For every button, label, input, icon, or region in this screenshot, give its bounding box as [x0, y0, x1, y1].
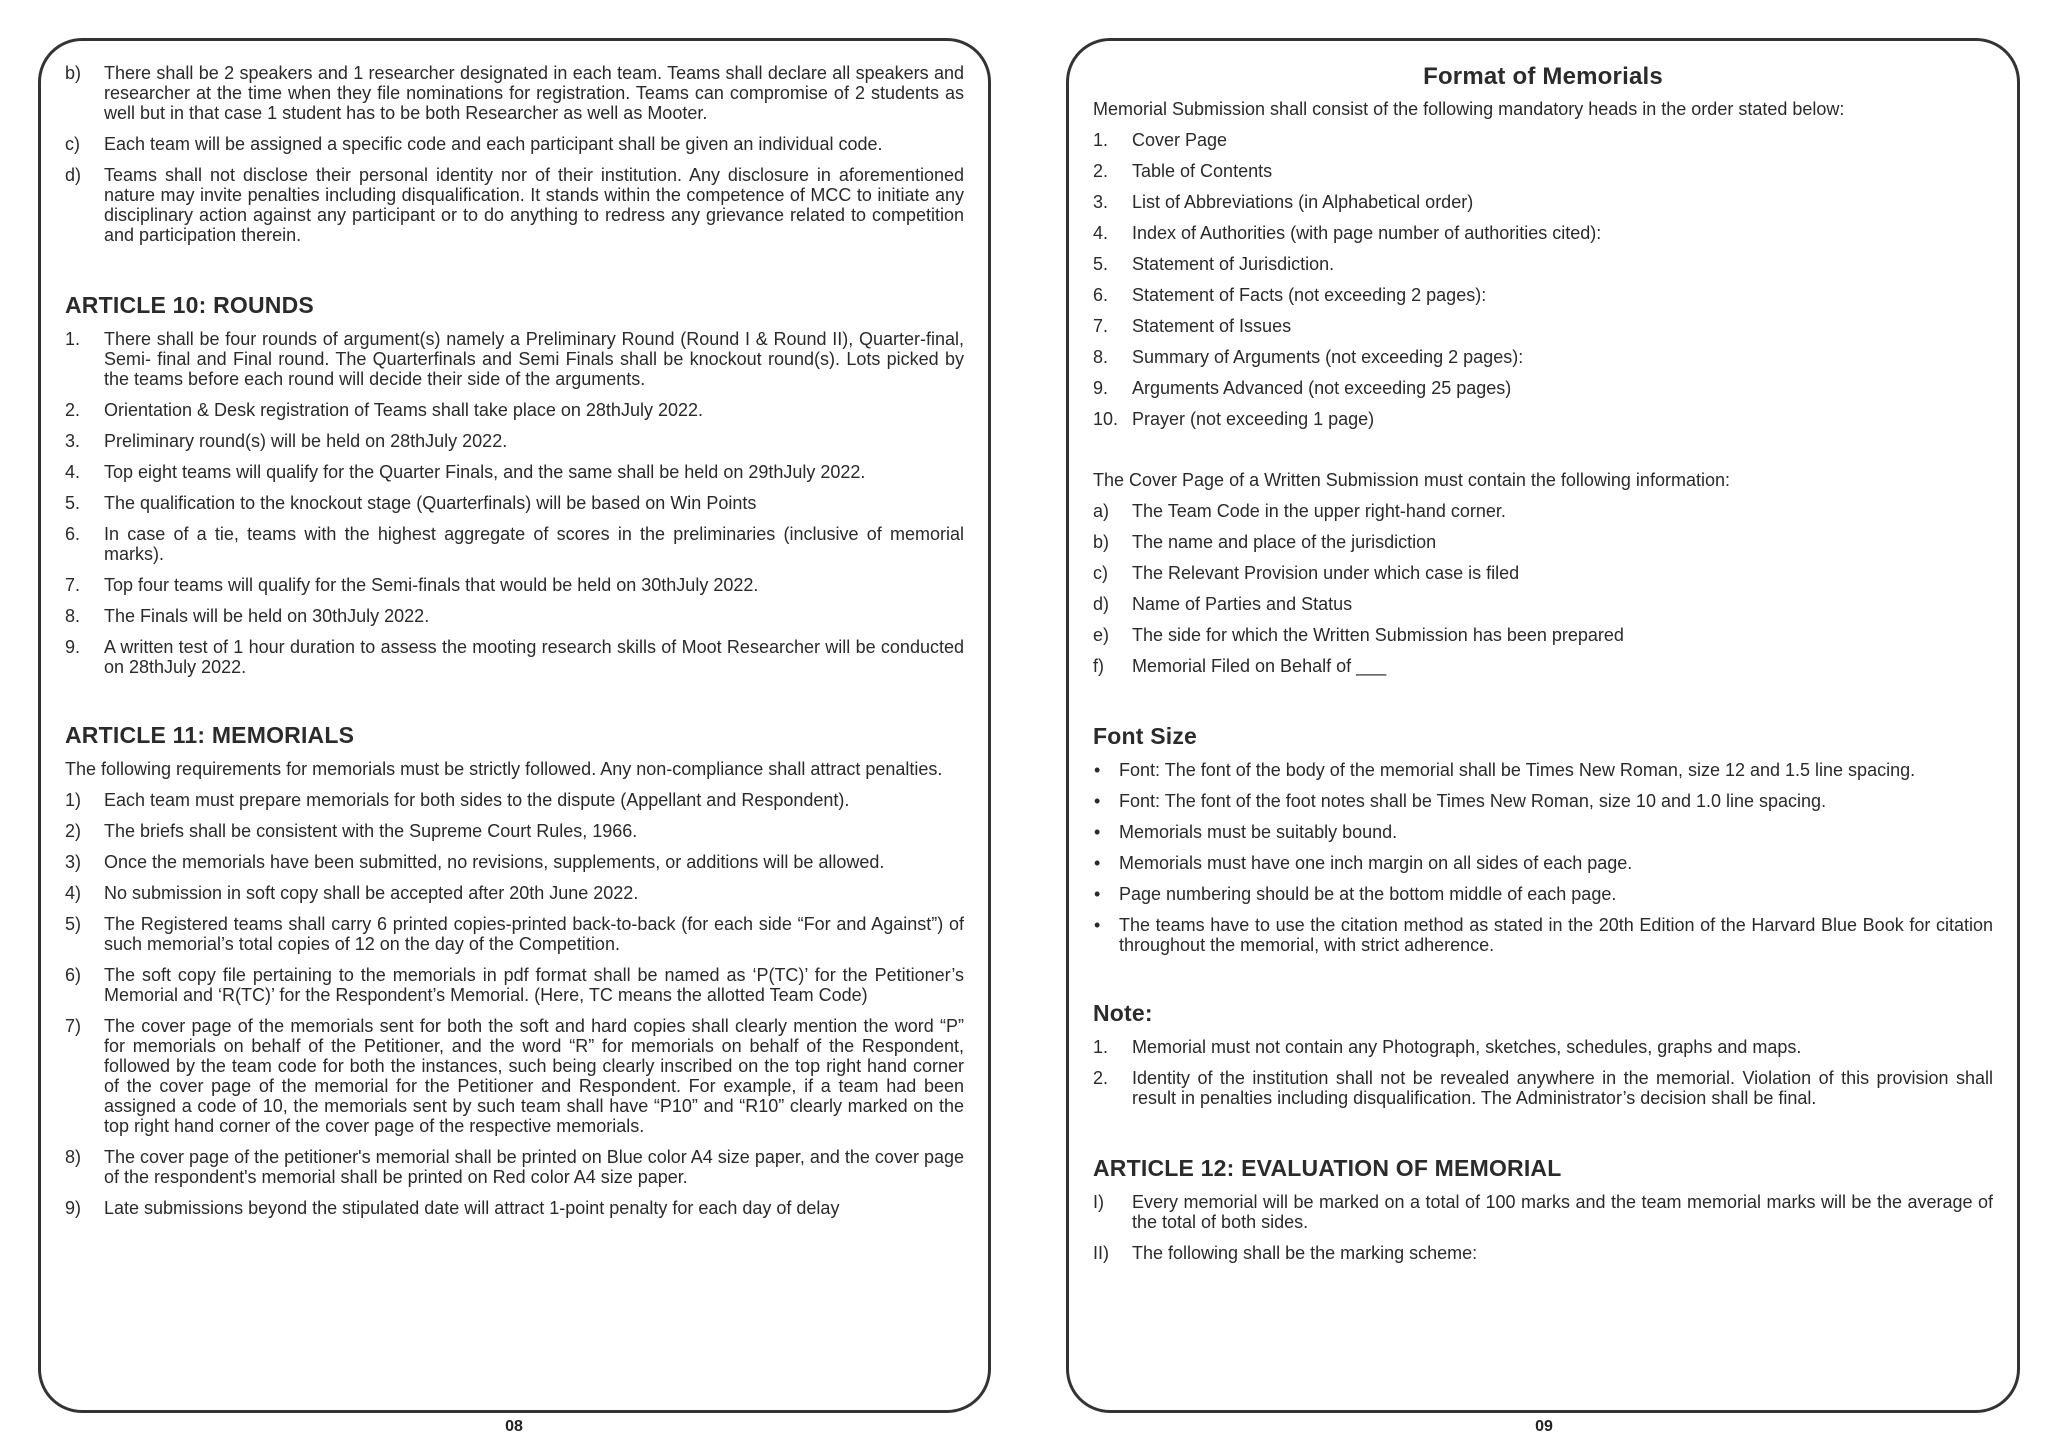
list-marker: c) — [65, 134, 80, 154]
list-text: List of Abbreviations (in Alphabetical order) — [1132, 192, 1474, 212]
list-item — [1093, 161, 1993, 181]
list-item — [1093, 254, 1993, 274]
list-item — [65, 821, 964, 841]
list-text: Page numbering should be at the bottom middle of each page. — [1119, 884, 1617, 904]
list-marker: 6. — [65, 524, 81, 544]
list-item — [65, 431, 964, 451]
memorials-intro: The following requirements for memorials must be strictly followed. Any non-compliance shall attract penalties. — [65, 759, 943, 779]
list-item — [1093, 594, 1993, 614]
list-marker: 10. — [1093, 409, 1119, 429]
list-marker: 1. — [65, 329, 81, 349]
list-marker: 8. — [1093, 347, 1109, 367]
note-heading: Note: — [1093, 1000, 1153, 1026]
list-item — [1093, 915, 1993, 955]
evaluation-list — [1093, 1192, 1993, 1263]
list-text: Statement of Facts (not exceeding 2 pages): — [1132, 285, 1487, 305]
list-text: Top eight teams will qualify for the Quarter Finals, and the same shall be held on 29thJuly 2022. — [104, 462, 866, 482]
list-text: Statement of Jurisdiction. — [1132, 254, 1335, 274]
list-text: The Relevant Provision under which case is filed — [1132, 563, 1520, 583]
list-item — [65, 462, 964, 482]
list-text: Cover Page — [1132, 130, 1228, 150]
list-marker: 8. — [65, 606, 81, 626]
list-marker: • — [1094, 915, 1101, 935]
list-marker: 2. — [65, 400, 81, 420]
list-marker: 8) — [65, 1147, 82, 1167]
list-marker: 2) — [65, 821, 82, 841]
list-text: Memorial Filed on Behalf of ___ — [1132, 656, 1387, 676]
list-text: Memorial must not contain any Photograph, sketches, schedules, graphs and maps. — [1132, 1037, 1802, 1057]
list-text: The briefs shall be consistent with the Supreme Court Rules, 1966. — [104, 821, 638, 841]
list-text: The soft copy file pertaining to the memorials in pdf format shall be named as ‘P(TC)’ for the Petitioner’s Memorial and ‘R(TC)’ for the Respondent’s Memorial. (Here, TC means the allotted Team Code) — [104, 965, 964, 1005]
list-marker: 5. — [65, 493, 81, 513]
list-marker: I) — [1093, 1192, 1104, 1212]
list-item — [65, 1198, 964, 1218]
list-text: Teams shall not disclose their personal identity nor of their institution. Any disclosure in aforementioned nature may invite penalties including disqualification. It stands within the competence of MCC to initiate any disciplinary action against any participant or to do anything to redress any grievance related to competition and participation therein. — [104, 165, 964, 245]
list-text: The following shall be the marking scheme: — [1132, 1243, 1478, 1263]
list-marker: 3. — [1093, 192, 1109, 212]
list-text: Each team will be assigned a specific code and each participant shall be given an individual code. — [104, 134, 883, 154]
list-item — [1093, 409, 1993, 429]
list-text: Statement of Issues — [1132, 316, 1292, 336]
list-item — [1093, 285, 1993, 305]
list-marker: • — [1094, 760, 1101, 780]
list-text: Each team must prepare memorials for both sides to the dispute (Appellant and Respondent). — [104, 790, 850, 810]
list-item — [1093, 532, 1993, 552]
list-item — [1093, 1068, 1993, 1108]
list-item — [65, 883, 964, 903]
list-item — [1093, 378, 1993, 398]
list-text: The cover page of the memorials sent for both the soft and hard copies shall clearly mention the word “P” for memorials on behalf of the Petitioner, and the word “R” for memorials on behalf of the Respondent, followed by the team code for both the instances, such being clearly inscribed on the top right hand corner of the cover page of the memorial for the Petitioner and Respondent. For example, if a team had been assigned a code of 10, the memorials sent by such team shall have “P10” and “R10” clearly marked on the top right hand corner of the cover page of the respective memorials. — [104, 1016, 964, 1136]
list-marker: 6. — [1093, 285, 1109, 305]
list-item — [65, 790, 964, 810]
list-item — [1093, 316, 1993, 336]
note-list — [1093, 1037, 1993, 1108]
list-marker: b) — [1093, 532, 1110, 552]
list-marker: 7. — [65, 575, 81, 595]
list-item — [65, 606, 964, 626]
list-marker: 7) — [65, 1016, 82, 1036]
list-text: Font: The font of the body of the memorial shall be Times New Roman, size 12 and 1.5 line spacing. — [1119, 760, 1916, 780]
list-item — [1093, 625, 1993, 645]
article-12-heading: ARTICLE 12: EVALUATION OF MEMORIAL — [1093, 1155, 1562, 1181]
list-item — [1093, 563, 1993, 583]
list-item — [1093, 1037, 1993, 1057]
list-marker: 2. — [1093, 1068, 1109, 1088]
list-marker: d) — [1093, 594, 1110, 614]
list-marker: 1) — [65, 790, 82, 810]
list-item — [1093, 192, 1993, 212]
list-text: There shall be 2 speakers and 1 researcher designated in each team. Teams shall declare all speakers and researcher at the time when they file nominations for registration. Teams can compromise of 2 students as well but in that case 1 student has to be both Researcher as well as Mooter. — [104, 63, 964, 123]
list-item — [1093, 130, 1993, 150]
list-text: Identity of the institution shall not be revealed anywhere in the memorial. Violation of this provision shall result in penalties including disqualification. The Administrator’s decision shall be final. — [1132, 1068, 1993, 1108]
list-item — [65, 575, 964, 595]
list-text: Memorials must be suitably bound. — [1119, 822, 1398, 842]
list-marker: 1. — [1093, 130, 1109, 150]
list-item — [1093, 853, 1993, 873]
list-marker: 4) — [65, 883, 82, 903]
list-marker: e) — [1093, 625, 1110, 645]
list-item — [65, 165, 964, 245]
list-text: Preliminary round(s) will be held on 28thJuly 2022. — [104, 431, 508, 451]
list-marker: 4. — [1093, 223, 1109, 243]
list-marker: b) — [65, 63, 82, 83]
cover-list — [1093, 501, 1993, 676]
memorials-list — [65, 790, 964, 1218]
list-marker: 7. — [1093, 316, 1109, 336]
list-marker: 9. — [1093, 378, 1109, 398]
list-marker: c) — [1093, 563, 1108, 583]
font-size-list — [1093, 760, 1993, 955]
list-item — [1093, 822, 1993, 842]
list-marker: 3. — [65, 431, 81, 451]
list-text: The teams have to use the citation method as stated in the 20th Edition of the Harvard Blue Book for citation throughout the memorial, with strict adherence. — [1119, 915, 1993, 955]
list-item — [65, 637, 964, 677]
list-item — [1093, 501, 1993, 521]
format-intro: Memorial Submission shall consist of the following mandatory heads in the order stated below: — [1093, 99, 1845, 119]
list-text: The Finals will be held on 30thJuly 2022. — [104, 606, 430, 626]
list-item — [1093, 347, 1993, 367]
list-text: In case of a tie, teams with the highest aggregate of scores in the preliminaries (inclusive of memorial marks). — [104, 524, 964, 564]
page-number-right: 09 — [1535, 1418, 1553, 1435]
list-item — [1093, 760, 1993, 780]
article-11-heading: ARTICLE 11: MEMORIALS — [65, 722, 355, 748]
list-text: Font: The font of the foot notes shall be Times New Roman, size 10 and 1.0 line spacing. — [1119, 791, 1827, 811]
list-marker: • — [1094, 822, 1101, 842]
font-size-heading: Font Size — [1093, 723, 1198, 749]
page-right — [1066, 38, 2020, 1413]
list-text: There shall be four rounds of argument(s) namely a Preliminary Round (Round I & Round II), Quarter-final, Semi- final and Final round. The Quarterfinals and Semi Finals shall be knockout round(s). Lots picked by the teams before each round will decide their side of the arguments. — [104, 329, 964, 389]
list-item — [1093, 223, 1993, 243]
list-marker: 5. — [1093, 254, 1109, 274]
list-text: Once the memorials have been submitted, no revisions, supplements, or additions will be allowed. — [104, 852, 885, 872]
list-text: A written test of 1 hour duration to assess the mooting research skills of Moot Researcher will be conducted on 28thJuly 2022. — [104, 637, 964, 677]
list-text: Orientation & Desk registration of Teams shall take place on 28thJuly 2022. — [104, 400, 704, 420]
list-text: Memorials must have one inch margin on all sides of each page. — [1119, 853, 1633, 873]
list-marker: • — [1094, 791, 1101, 811]
list-item — [65, 134, 964, 154]
list-marker: 9) — [65, 1198, 82, 1218]
list-item — [65, 1016, 964, 1136]
cover-intro: The Cover Page of a Written Submission must contain the following information: — [1093, 470, 1730, 490]
list-marker: 5) — [65, 914, 82, 934]
list-marker: 6) — [65, 965, 82, 985]
list-text: Name of Parties and Status — [1132, 594, 1353, 614]
format-heading: Format of Memorials — [1423, 63, 1663, 90]
list-text: Every memorial will be marked on a total of 100 marks and the team memorial marks will be the average of the total of both sides. — [1132, 1192, 1993, 1232]
list-text: Top four teams will qualify for the Semi-finals that would be held on 30thJuly 2022. — [104, 575, 759, 595]
list-text: The name and place of the jurisdiction — [1132, 532, 1437, 552]
list-text: The Registered teams shall carry 6 printed copies-printed back-to-back (for each side “For and Against”) of such memorial’s total copies of 12 on the day of the Competition. — [104, 914, 964, 954]
list-item — [65, 524, 964, 564]
list-text: Summary of Arguments (not exceeding 2 pages): — [1132, 347, 1524, 367]
list-item — [1093, 656, 1993, 676]
list-item — [65, 329, 964, 389]
intro-list — [65, 63, 964, 245]
list-marker: 3) — [65, 852, 82, 872]
list-text: No submission in soft copy shall be accepted after 20th June 2022. — [104, 883, 639, 903]
list-item — [1093, 791, 1993, 811]
list-item — [65, 63, 964, 123]
list-text: The cover page of the petitioner's memorial shall be printed on Blue color A4 size paper, and the cover page of the respondent's memorial shall be printed on Red color A4 size paper. — [104, 1147, 964, 1187]
list-marker: • — [1094, 853, 1101, 873]
list-marker: a) — [1093, 501, 1110, 521]
list-marker: 2. — [1093, 161, 1109, 181]
page-left — [38, 38, 991, 1413]
list-text: Index of Authorities (with page number of authorities cited): — [1132, 223, 1602, 243]
list-marker: f) — [1093, 656, 1104, 676]
list-marker: 1. — [1093, 1037, 1109, 1057]
format-list — [1093, 130, 1993, 429]
list-text: Prayer (not exceeding 1 page) — [1132, 409, 1375, 429]
rounds-list — [65, 329, 964, 677]
list-text: Arguments Advanced (not exceeding 25 pages) — [1132, 378, 1512, 398]
list-item — [65, 1147, 964, 1187]
list-text: The side for which the Written Submission has been prepared — [1132, 625, 1624, 645]
list-item — [65, 914, 964, 954]
list-item — [1093, 1192, 1993, 1232]
list-item — [65, 493, 964, 513]
list-text: Table of Contents — [1132, 161, 1273, 181]
list-item — [65, 400, 964, 420]
list-text: The Team Code in the upper right-hand corner. — [1132, 501, 1506, 521]
list-marker: • — [1094, 884, 1101, 904]
list-text: The qualification to the knockout stage (Quarterfinals) will be based on Win Points — [104, 493, 757, 513]
list-item — [65, 852, 964, 872]
list-text: Late submissions beyond the stipulated date will attract 1-point penalty for each day of delay — [104, 1198, 840, 1218]
list-item — [65, 965, 964, 1005]
list-item — [1093, 1243, 1993, 1263]
article-10-heading: ARTICLE 10: ROUNDS — [65, 292, 314, 318]
list-marker: 9. — [65, 637, 81, 657]
list-marker: d) — [65, 165, 82, 185]
list-item — [1093, 884, 1993, 904]
list-marker: II) — [1093, 1243, 1109, 1263]
list-marker: 4. — [65, 462, 81, 482]
page-number-left: 08 — [505, 1418, 523, 1435]
